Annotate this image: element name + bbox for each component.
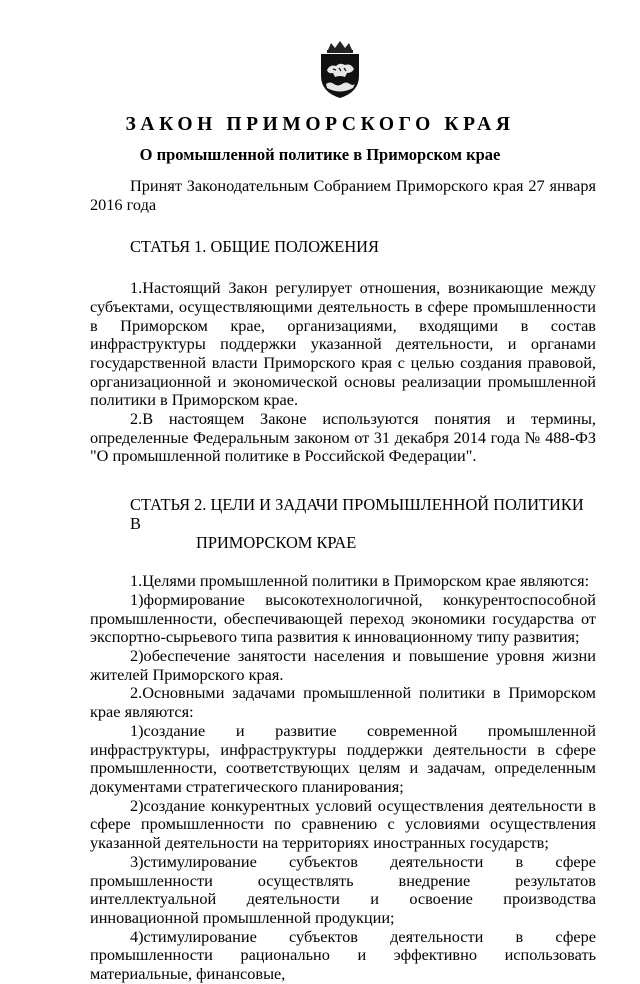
article-1-paragraph: 2.В настоящем Законе используются понятия и термины, определенные Федеральным законом от 31 декабря 2014 года № 488-ФЗ "О промышленной политике в Российской Федерации". [90, 409, 596, 466]
article-2-heading-line-1: СТАТЬЯ 2. ЦЕЛИ И ЗАДАЧИ ПРОМЫШЛЕННОЙ ПОЛИТИКИ В [130, 495, 584, 533]
document-body [90, 177, 596, 984]
article-1-heading: СТАТЬЯ 1. ОБЩИЕ ПОЛОЖЕНИЯ [130, 237, 379, 257]
article-2-paragraph: 4)стимулирование субъектов деятельности в сфере промышленности рационально и эффективно использовать материальные, финансовые, [90, 926, 596, 984]
law-title: ЗАКОН ПРИМОРСКОГО КРАЯ [125, 114, 515, 135]
article-2-paragraph: 2.Основными задачами промышленной политики в Приморском крае являются: [90, 683, 596, 722]
article-2-paragraph: 1)формирование высокотехнологичной, конкурентоспособной промышленности, обеспечивающей переход экономики государства от экспортно-сырьевого типа развития к инновационному типу развития; [90, 589, 596, 647]
coat-of-arms-icon [316, 40, 364, 100]
article-2-heading [90, 496, 596, 552]
article-2-paragraph: 1)создание и развитие современной промышленной инфраструктуры, инфраструктуры поддержки деятельности в сфере промышленности, соответствующих целям и задачам, определенным документами стратегического планирования; [90, 720, 596, 796]
adoption-note: Принят Законодательным Собранием Приморского края 27 января 2016 года [90, 176, 596, 214]
article-1-paragraph: 1.Настоящий Закон регулирует отношения, возникающие между субъектами, осуществляющими деятельность в сфере промышленности в Приморском крае, организациями, входящими в состав инфраструктуры поддержки указанной деятельности, и органами государственной власти Приморского края с целью создания правовой, организационной и экономической основы реализации промышленной политики в Приморском крае. [90, 278, 596, 410]
article-2-paragraph: 1.Целями промышленной политики в Приморском крае являются: [130, 571, 590, 591]
article-2-paragraph: 3)стимулирование субъектов деятельности в сфере промышленности осуществлять внедрение результатов интеллектуальной деятельности и освоение производства инновационной промышленной продукции; [90, 851, 596, 927]
article-2-paragraph: 2)обеспечение занятости населения и повышение уровня жизни жителей Приморского края. [90, 646, 596, 684]
law-subtitle: О промышленной политике в Приморском крае [139, 145, 501, 164]
article-2-heading-line-2: ПРИМОРСКОМ КРАЕ [196, 532, 357, 552]
article-2-paragraph: 2)создание конкурентных условий осуществления деятельности в сфере промышленности по сравнению с условиями осуществления указанной деятельности на территориях иностранных государств; [90, 795, 596, 853]
